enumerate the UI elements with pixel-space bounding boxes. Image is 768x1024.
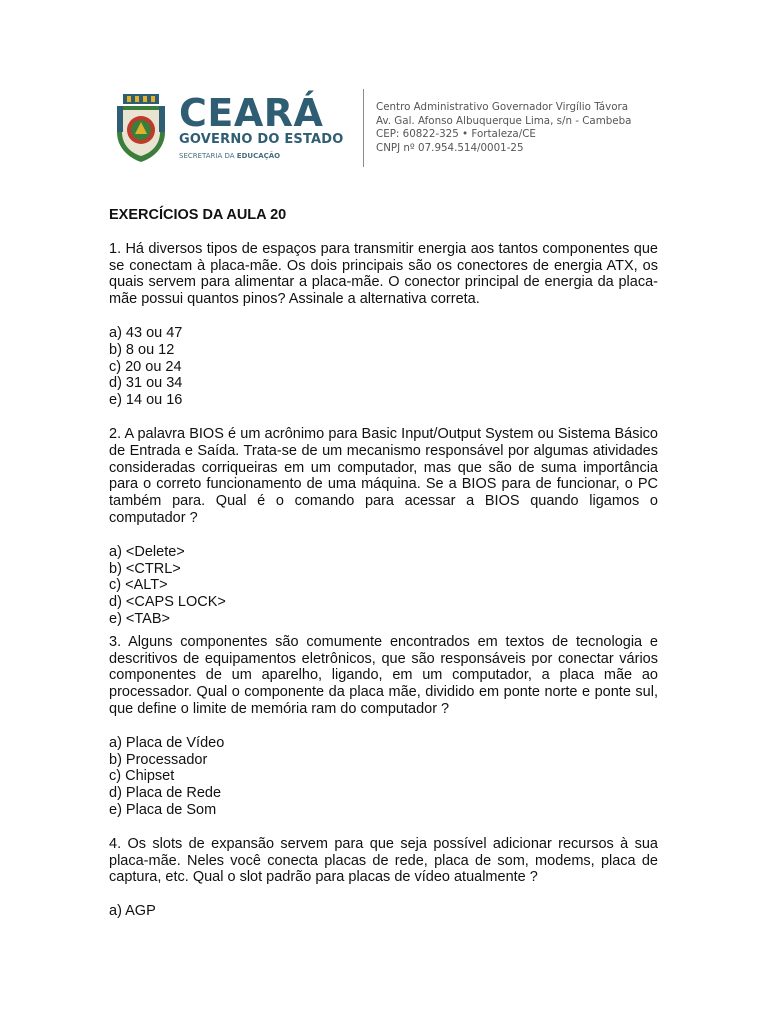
address-line: Centro Administrativo Governador Virgílio Távora <box>376 101 629 113</box>
option-item: c) Chipset <box>109 768 175 785</box>
options-list <box>109 544 658 628</box>
option-item: c) 20 ou 24 <box>109 358 182 375</box>
address-line: CEP: 60822-325 • Fortaleza/CE <box>376 128 536 140</box>
options-list <box>109 325 658 409</box>
option-item: a) AGP <box>109 903 156 920</box>
question-text: 4. Os slots de expansão servem para que seja possível adicionar recursos à sua placa-mãe. Neles você conecta placas de rede, placa de som, modems, placa de captura, etc. Qual o slot padrão para placas de vídeo atualmente ? <box>109 835 658 886</box>
brand-name: CEARÁ <box>179 91 324 135</box>
question-text: 3. Alguns componentes são comumente encontrados em textos de tecnologia e descritivos de equipamentos eletrônicos, que são responsáveis por conectar vários componentes de um aparelho, ligando, em um computador, a placa mãe ao processador. Qual o componente da placa mãe, dividido em ponte norte e ponte sul, que define o limite de memória ram do computador ? <box>109 633 658 717</box>
options-list <box>109 903 658 920</box>
option-item: d) 31 ou 34 <box>109 375 183 392</box>
letterhead <box>113 88 643 168</box>
header-divider <box>363 89 364 167</box>
option-item: b) <CTRL> <box>109 560 181 577</box>
document-body <box>109 207 658 937</box>
brand-government: GOVERNO DO ESTADO <box>179 132 344 147</box>
options-list <box>109 735 658 819</box>
option-item: a) <Delete> <box>109 543 185 560</box>
option-item: d) Placa de Rede <box>109 785 222 802</box>
option-item: e) <TAB> <box>109 610 170 627</box>
page-title: EXERCÍCIOS DA AULA 20 <box>109 207 287 223</box>
option-item: a) 43 ou 47 <box>109 324 183 341</box>
brand-block <box>179 91 349 162</box>
brand-secretariat <box>179 150 349 162</box>
option-item: d) <CAPS LOCK> <box>109 594 226 611</box>
option-item: e) Placa de Som <box>109 801 217 818</box>
option-item: a) Placa de Vídeo <box>109 734 225 751</box>
state-crest-icon <box>113 92 169 164</box>
brand-secretariat-strong: EDUCAÇÃO <box>236 152 281 160</box>
address-block <box>376 101 631 155</box>
question-text: 1. Há diversos tipos de espaços para transmitir energia aos tantos componentes que se conectam à placa-mãe. Os dois principais são os conectores de energia ATX, os quais servem para alimentar a placa-mãe. O conector principal de energia da placa-mãe possui quantos pinos? Assinale a alternativa correta. <box>109 240 658 308</box>
option-item: b) Processador <box>109 751 208 768</box>
address-line: CNPJ nº 07.954.514/0001-25 <box>376 141 524 154</box>
address-line: Av. Gal. Afonso Albuquerque Lima, s/n - Cambeba <box>376 114 632 127</box>
option-item: c) <ALT> <box>109 577 168 594</box>
question-text: 2. A palavra BIOS é um acrônimo para Basic Input/Output System ou Sistema Básico de Entrada e Saída. Trata-se de um mecanismo responsável por algumas atividades consideradas corriqueiras em um computador, mas que são de suma importância para o correto funcionamento de uma máquina. Se a BIOS para de funcionar, o PC também para. Qual é o comando para acessar a BIOS quando ligamos o computador ? <box>109 425 658 526</box>
option-item: e) 14 ou 16 <box>109 392 183 409</box>
option-item: b) 8 ou 12 <box>109 341 175 358</box>
brand-secretariat-prefix: SECRETARIA DA <box>179 152 237 160</box>
